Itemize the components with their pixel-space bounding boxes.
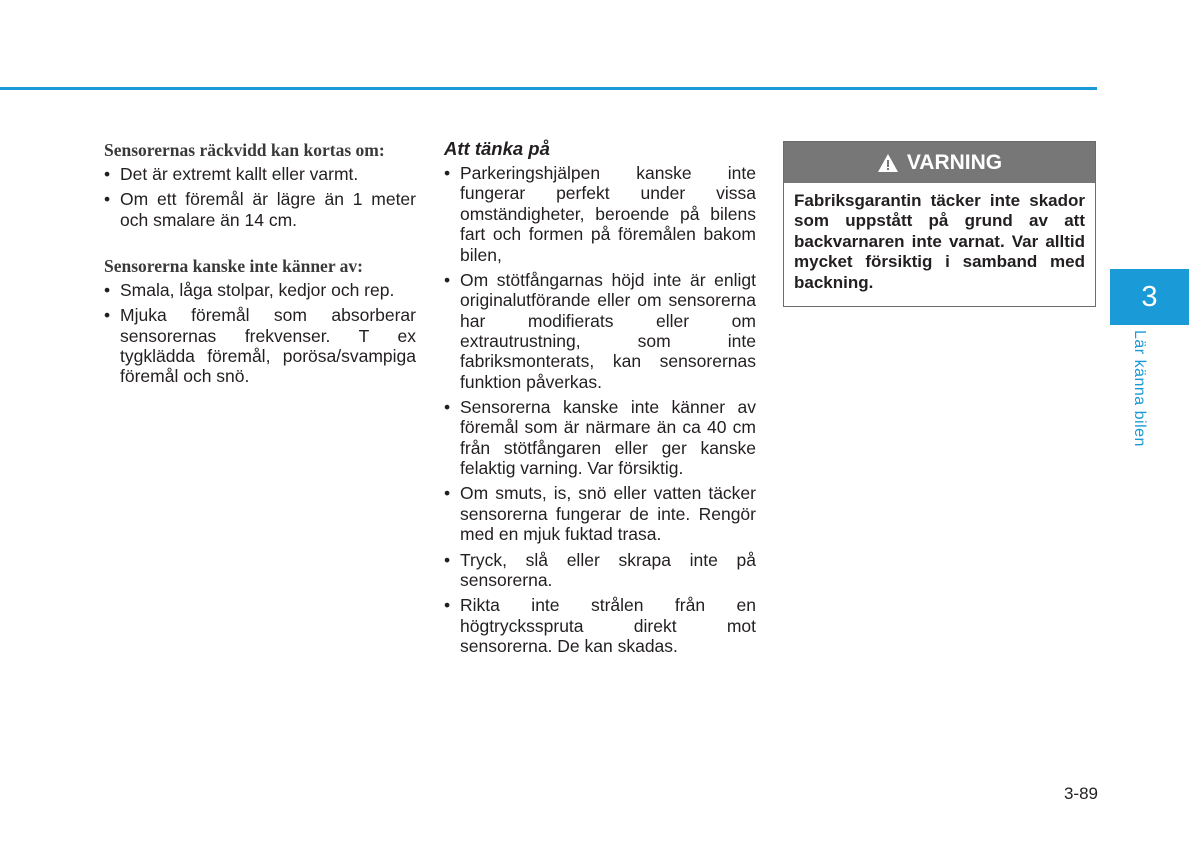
list-item: • Tryck, slå eller skrapa inte på sensorerna. [444,550,756,591]
page-number: 3-89 [1063,784,1098,803]
detection-list [104,280,416,387]
notes-heading: Att tänka på [444,138,550,159]
middle-column [444,140,756,661]
warning-header [784,142,1095,183]
chapter-tab: 3 [1110,269,1189,325]
list-item: • Sensorerna kanske inte känner av föremål som är närmare än ca 40 cm från stötfångaren eller ger kanske felaktig varning. Var försiktig. [444,397,756,479]
list-item: • Mjuka föremål som absorberar sensorernas frekvenser. T ex tygklädda föremål, porösa/svampiga föremål och snö. [104,305,416,387]
warning-box [783,141,1096,307]
range-heading: Sensorernas räckvidd kan kortas om: [104,140,385,160]
warning-title: VARNING [906,150,1003,174]
list-item: • Parkeringshjälpen kanske inte fungerar perfekt under vissa omständigheter, beroende på bilens fart och formen på föremålen bakom bilen, [444,163,756,265]
list-item: • Rikta inte strålen från en högtrycksspruta direkt mot sensorerna. De kan skadas. [444,595,756,656]
warning-text: Fabriksgarantin täcker inte skador som uppstått på grund av att backvarnaren inte varnat. Var alltid mycket försiktig i samband med backning. [794,191,1085,292]
chapter-label: Lär känna bilen [1131,330,1148,447]
list-item: • Om smuts, is, snö eller vatten täcker sensorerna fungerar de inte. Rengör med en mjuk fuktad trasa. [444,483,756,544]
detection-heading: Sensorerna kanske inte känner av: [104,256,363,277]
notes-list [444,163,756,656]
list-item: • Smala, låga stolpar, kedjor och rep. [104,280,416,300]
list-item: • Om stötfångarnas höjd inte är enligt originalutförande eller om sensorerna har modifierats eller om extrautrustning, som inte fabriksmonterats, kan sensorernas funktion påverkas. [444,270,756,392]
warning-triangle-icon [877,153,899,173]
list-item: • Om ett föremål är lägre än 1 meter och smalare än 14 cm. [104,189,416,230]
top-rule [0,87,1097,90]
left-column [104,140,416,392]
range-list [104,164,416,230]
list-item: • Det är extremt kallt eller varmt. [104,164,416,184]
